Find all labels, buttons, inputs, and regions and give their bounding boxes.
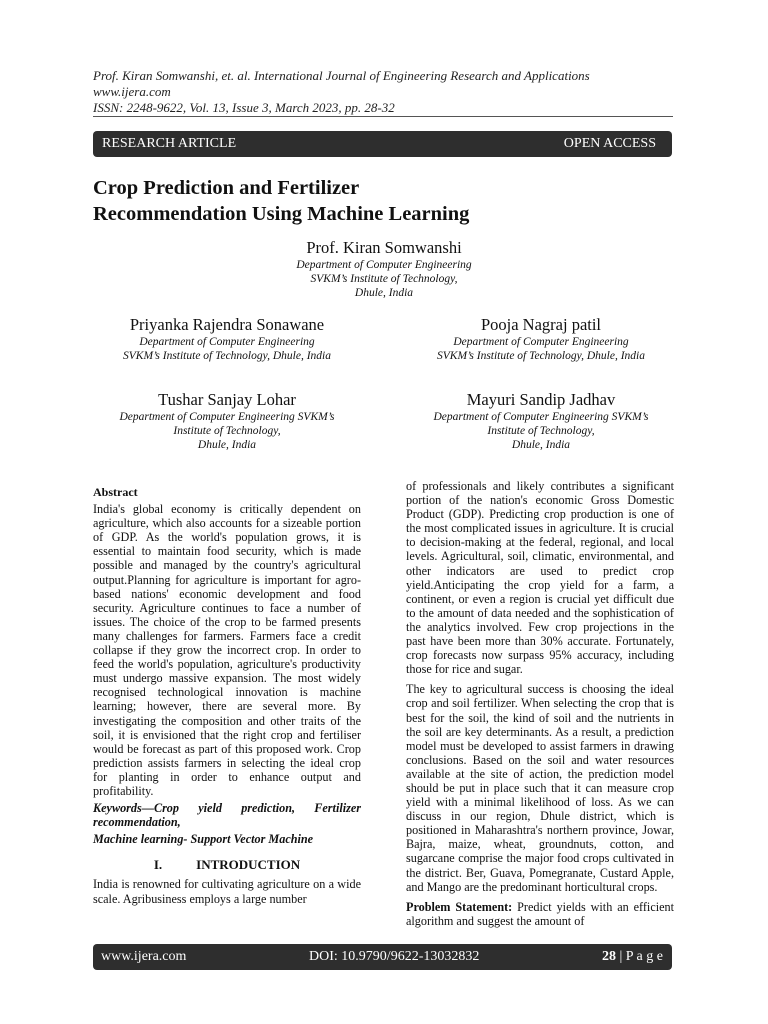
footer-doi: DOI: 10.9790/9622-13032832 — [309, 949, 480, 964]
problem-statement-paragraph — [406, 900, 674, 928]
body-paragraph-1: of professionals and likely contributes a significant portion of the nation's economic Gross Domestic Product (GDP). Predicting crop production is one of the most complicated issues in agriculture. It is crucial to decision-making at the federal, regional, and local levels. Agricultural, soil, climatic, environmental, and other indicators are used to predict crop yield.Anticipating the crop yield for a farm, a continent, or even a region is crucial yet difficult due to the amount of data needed and the sophistication of the analytics involved. Few crop projections in the past have been more than 30% accurate. Fortunately, crop forecasts now surpass 95% accuracy, including those for rice and sugar. — [406, 479, 674, 677]
paper-title — [93, 175, 653, 227]
author-block-4 — [82, 390, 372, 452]
page-number-value: 28 — [601, 949, 616, 964]
author-block-1 — [204, 238, 564, 300]
title-line-1: Crop Prediction and Fertilizer — [93, 177, 360, 199]
author-block-3 — [396, 315, 686, 363]
research-article-label: RESEARCH ARTICLE — [102, 136, 237, 151]
author-affiliation: Department of Computer Engineering SVKM’s — [433, 411, 649, 423]
author-affiliation: Department of Computer Engineering — [453, 336, 629, 348]
section-title: INTRODUCTION — [196, 857, 301, 873]
header-rule — [93, 116, 673, 117]
footer-website-link[interactable]: www.ijera.com — [101, 949, 187, 964]
page-footer — [93, 944, 672, 970]
author-affiliation: SVKM’s Institute of Technology, Dhule, India — [437, 350, 645, 362]
page-label: | P a g e — [615, 949, 663, 964]
article-type-banner — [93, 131, 672, 157]
section-number: I. — [153, 857, 163, 873]
left-column — [93, 485, 361, 906]
author-name: Mayuri Sandip Jadhav — [466, 390, 616, 409]
author-affiliation: Department of Computer Engineering — [139, 336, 315, 348]
author-block-2 — [82, 315, 372, 363]
page-number — [602, 949, 663, 965]
keywords-line-1: Keywords—Crop yield prediction, Fertilizer recommendation, — [93, 801, 361, 830]
author-name: Tushar Sanjay Lohar — [158, 390, 296, 409]
author-name: Pooja Nagraj patil — [480, 315, 602, 334]
keywords-line-2: Machine learning- Support Vector Machine — [93, 832, 314, 847]
author-affiliation: SVKM’s Institute of Technology, — [310, 273, 458, 285]
header-issn: ISSN: 2248-9622, Vol. 13, Issue 3, March 2023, pp. 28-32 — [93, 100, 395, 115]
author-affiliation: Institute of Technology, — [173, 425, 281, 437]
problem-statement-text: Predict yields with an efficient algorithm and suggest the amount of — [406, 899, 674, 928]
author-affiliation: Institute of Technology, — [487, 425, 595, 437]
title-line-2: Recommendation Using Machine Learning — [93, 203, 470, 225]
author-name: Prof. Kiran Somwanshi — [306, 238, 462, 257]
author-affiliation: Dhule, India — [354, 287, 414, 299]
author-block-5 — [396, 390, 686, 452]
author-affiliation: Dhule, India — [197, 439, 257, 451]
author-affiliation: Department of Computer Engineering SVKM’s — [119, 411, 335, 423]
body-paragraph-2: The key to agricultural success is choosing the ideal crop and soil fertilizer. When selecting the crop that is best for the soil, the kind of soil and the nutrients in the soil are key determinants. As a result, a prediction model must be developed to assist farmers in drawing conclusions. Based on the soil and water resources available at the site of action, the prediction model should be put in place such that it can measure crop yield with a minimal likelihood of loss. As we can discuss in our region, Dhule district, which is positioned in Maharashtra's northern province, Jowar, Bajra, maize, wheat, groundnuts, cotton, and sugarcane comprise the major food crops cultivated in the district. Ber, Guava, Pomegranate, Custard Apple, and Mango are the predominant horticultural crops. — [406, 682, 674, 894]
open-access-label: OPEN ACCESS — [563, 136, 656, 151]
right-column — [406, 479, 674, 928]
abstract-heading: Abstract — [93, 485, 138, 499]
author-name: Priyanka Rajendra Sonawane — [129, 315, 325, 334]
author-affiliation: SVKM’s Institute of Technology, Dhule, India — [123, 350, 331, 362]
author-affiliation: Dhule, India — [511, 439, 571, 451]
header-citation: Prof. Kiran Somwanshi, et. al. International Journal of Engineering Research and Applications — [93, 68, 590, 83]
author-affiliation: Department of Computer Engineering — [296, 259, 472, 271]
introduction-text: India is renowned for cultivating agriculture on a wide scale. Agribusiness employs a large number — [93, 877, 361, 906]
journal-header — [93, 68, 693, 116]
problem-statement-label: Problem Statement: — [406, 899, 513, 914]
abstract-text: India's global economy is critically dependent on agriculture, which also accounts for a sizeable portion of GDP. As the world's population grows, it is essential to maintain food security, which is made possible and managed by the country's agricultural output.Planning for agriculture is important for agro-based nations' economic development and food security. Agriculture continues to face a number of issues. The choice of the crop to be farmed presents many challenges for farmers. Farmers face a credit collapse if they grow the incorrect crop. In order to feed the world's population, agriculture's productivity must undergo massive expansion. The most widely recognised technological innovation is machine learning; however, there are several more. By investigating the composition and other traits of the soil, it is envisioned that the right crop and fertiliser would be forecast as part of this proposed work. Crop prediction assists farmers in selecting the ideal crop for planting in order to enhance output and profitability. — [93, 502, 361, 798]
introduction-heading — [93, 858, 361, 872]
header-website: www.ijera.com — [93, 84, 171, 99]
